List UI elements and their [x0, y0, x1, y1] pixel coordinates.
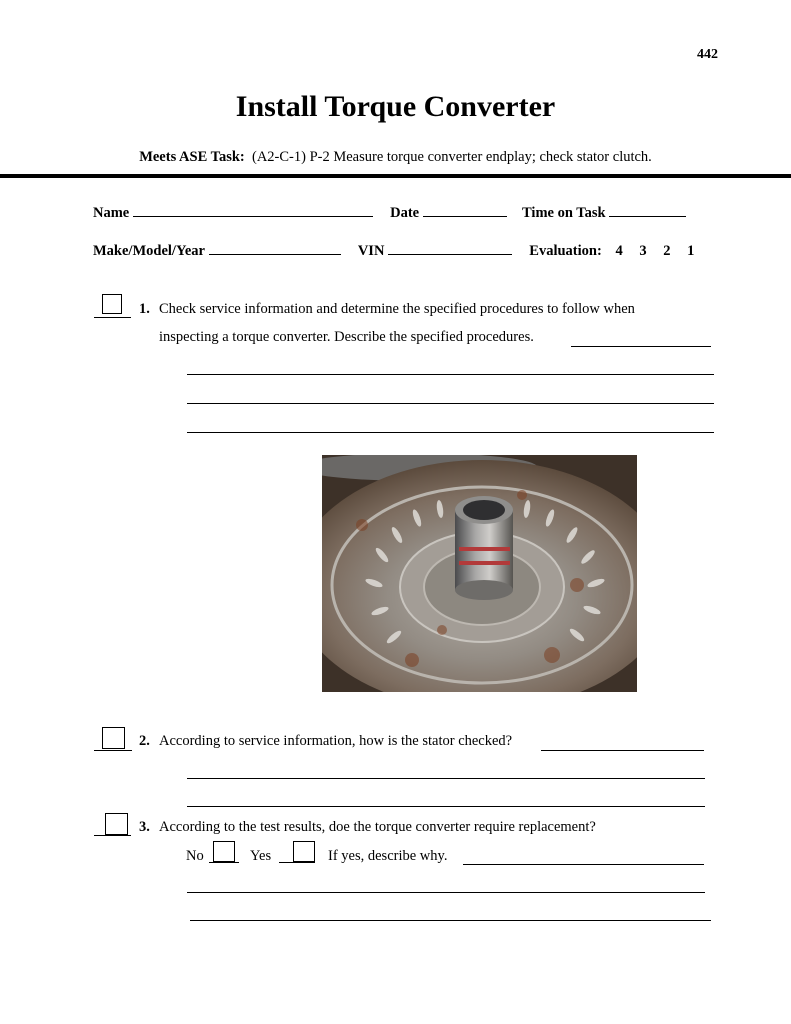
name-date-row — [93, 204, 686, 222]
q1-text-line1: Check service information and determine the specified procedures to follow when — [159, 301, 635, 317]
torque-converter-photo — [322, 455, 637, 692]
q1-answer-line-3[interactable] — [187, 432, 714, 433]
q3-no-underline — [209, 862, 239, 863]
q1-checkbox[interactable] — [102, 294, 122, 314]
q1-answer-line-2[interactable] — [187, 403, 714, 404]
q2-answer-line-0[interactable] — [541, 750, 704, 751]
vin-field[interactable] — [388, 242, 512, 255]
evaluation-label: Evaluation: — [529, 243, 602, 259]
rating-1[interactable]: 1 — [687, 243, 695, 259]
page-number: 442 — [697, 47, 718, 62]
date-label: Date — [390, 205, 420, 221]
q2-check-underline — [94, 750, 132, 751]
q3-yes-underline — [279, 862, 315, 863]
rating-2[interactable]: 2 — [663, 243, 671, 259]
vin-label: VIN — [357, 243, 385, 259]
time-on-task-field[interactable] — [609, 204, 686, 217]
q3-check-underline — [94, 835, 131, 836]
q3-answer-line-1[interactable] — [187, 892, 705, 893]
torque-converter-photo-art — [322, 455, 637, 692]
q3-checkbox[interactable] — [105, 813, 128, 835]
q3-text: According to the test results, doe the torque converter require replacement? — [159, 819, 596, 835]
q2-number: 2. — [139, 733, 150, 749]
page-title: Install Torque Converter — [235, 90, 556, 123]
q1-number: 1. — [139, 301, 150, 317]
date-field[interactable] — [423, 204, 507, 217]
vehicle-row — [93, 242, 694, 260]
make-model-year-field[interactable] — [209, 242, 341, 255]
header-rule — [0, 174, 791, 178]
q2-text: According to service information, how is the stator checked? — [159, 733, 513, 749]
q3-yes-checkbox[interactable] — [293, 841, 315, 862]
q2-answer-line-1[interactable] — [187, 778, 705, 779]
q3-answer-line-0[interactable] — [463, 864, 704, 865]
ase-task-label: Meets ASE Task: — [139, 149, 245, 165]
q1-answer-line-1[interactable] — [187, 374, 714, 375]
ase-task-line — [0, 149, 791, 166]
q3-if-yes-label: If yes, describe why. — [328, 848, 448, 864]
q3-answer-line-2[interactable] — [190, 920, 711, 921]
time-on-task-label: Time on Task — [522, 205, 606, 221]
q1-text-line2: inspecting a torque converter. Describe the specified procedures. — [159, 329, 534, 345]
name-label: Name — [93, 205, 130, 221]
q1-answer-line-0[interactable] — [571, 346, 711, 347]
q3-no-checkbox[interactable] — [213, 841, 235, 862]
rating-4[interactable]: 4 — [615, 243, 623, 259]
name-field[interactable] — [133, 204, 373, 217]
make-model-year-label: Make/Model/Year — [93, 243, 205, 259]
q2-answer-line-2[interactable] — [187, 806, 705, 807]
rating-3[interactable]: 3 — [639, 243, 647, 259]
q3-number: 3. — [139, 819, 150, 835]
ase-task-text: (A2-C-1) P-2 Measure torque converter endplay; check stator clutch. — [252, 149, 652, 165]
q2-checkbox[interactable] — [102, 727, 125, 749]
q3-yes-label: Yes — [250, 848, 272, 864]
q1-check-underline — [94, 317, 131, 318]
q3-no-label: No — [186, 848, 204, 864]
